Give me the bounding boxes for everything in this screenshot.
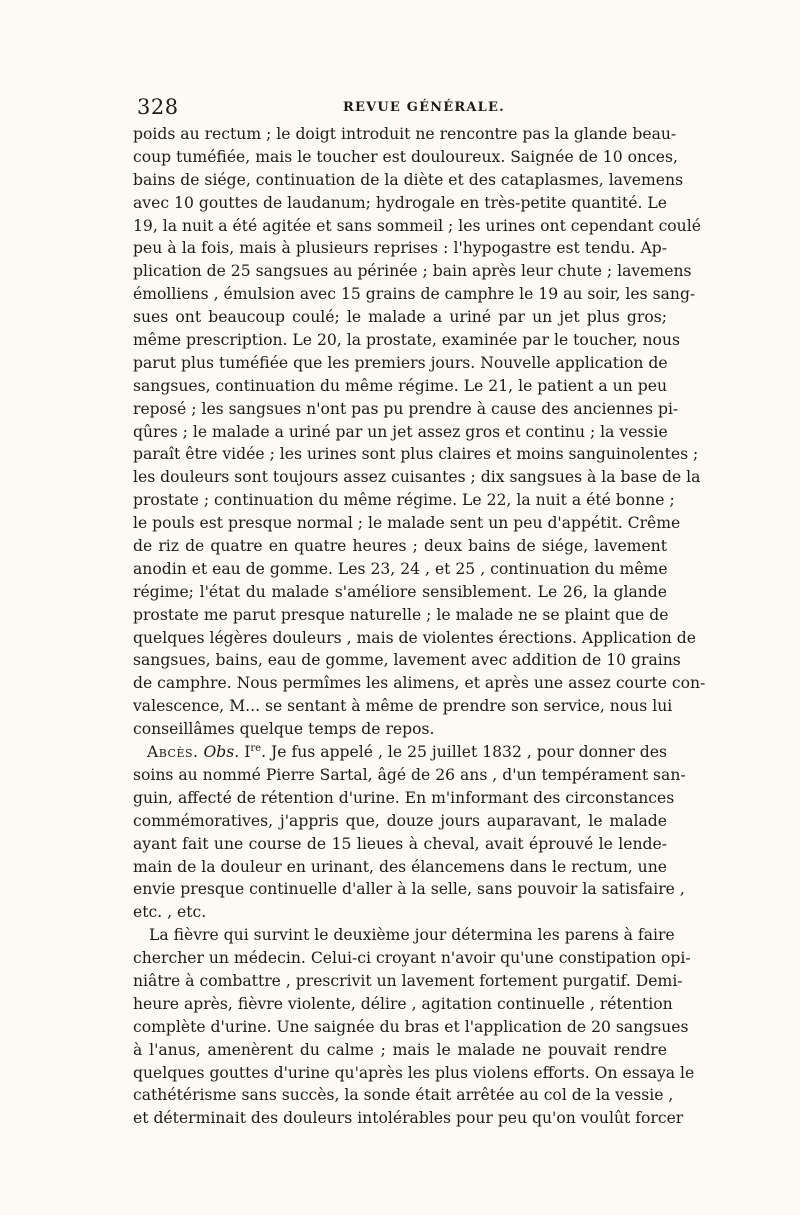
text-line: qûres ; le malade a uriné par un jet assez gros et continu ; la vessie [133, 422, 668, 441]
text-line: niâtre à combattre , prescrivit un lavement fortement purgatif. Demi- [133, 971, 683, 990]
text-line: de riz de quatre en quatre heures ; deux bains de siége, lavement [133, 537, 667, 556]
text-line: envie presque continuelle d'aller à la selle, sans pouvoir la satisfaire , [133, 880, 685, 899]
text-line: heure après, fièvre violente, délire , agitation continuelle , rétention [133, 994, 673, 1013]
text-line: de camphre. Nous permîmes les alimens, et après une assez courte con- [133, 674, 706, 693]
text-line: valescence, M... se sentant à même de prendre son service, nous lui [133, 697, 673, 716]
running-head: REVUE GÉNÉRALE. [343, 100, 505, 115]
text-line: commémoratives, j'appris que, douze jours auparavant, le malade [133, 811, 667, 830]
text-line: soins au nommé Pierre Sartal, âgé de 26 ans , d'un tempérament san- [133, 765, 686, 784]
text-line: La fièvre qui survint le deuxième jour détermina les parens à faire [149, 926, 675, 945]
text-line: ayant fait une course de 15 lieues à cheval, avait éprouvé le lende- [133, 834, 667, 853]
text-line: poids au rectum ; le doigt introduit ne rencontre pas la glande beau- [133, 125, 677, 143]
text-line: quelques légères douleurs , mais de violentes érections. Application de [133, 628, 696, 647]
text-line: régime; l'état du malade s'améliore sensiblement. Le 26, la glande [133, 582, 667, 601]
text-line: guin, affecté de rétention d'urine. En m'informant des circonstances [133, 788, 675, 807]
text-line: les douleurs sont toujours assez cuisantes ; dix sangsues à la base de la [133, 468, 701, 487]
section-label: Abcès. [147, 743, 199, 762]
text-line: prostate ; continuation du même régime. Le 22, la nuit a été bonne ; [133, 491, 675, 510]
observation-heading-line [133, 741, 667, 764]
body-text [133, 123, 706, 1130]
observation-text: . Je fus appelé , le 25 juillet 1832 , pour donner des [261, 743, 667, 762]
text-line: avec 10 gouttes de laudanum; hydrogale en très-petite quantité. Le [133, 193, 667, 212]
text-line: cathétérisme sans succès, la sonde était arrêtée au col de la vessie , [133, 1086, 674, 1105]
text-line: parut plus tuméfiée que les premiers jours. Nouvelle application de [133, 353, 668, 372]
text-line: sangsues, bains, eau de gomme, lavement avec addition de 10 grains [133, 651, 681, 670]
text-line: anodin et eau de gomme. Les 23, 24 , et 25 , continuation du même [133, 559, 668, 578]
observation-number: I [244, 743, 251, 762]
text-line: quelques gouttes d'urine qu'après les plus violens efforts. On essaya le [133, 1063, 695, 1082]
text-line: peu à la fois, mais à plusieurs reprises : l'hypogastre est tendu. Ap- [133, 239, 667, 258]
text-line: plication de 25 sangsues au périnée ; bain après leur chute ; lavemens [133, 262, 692, 281]
text-line: complète d'urine. Une saignée du bras et l'application de 20 sangsues [133, 1017, 689, 1036]
page-number: 328 [137, 95, 179, 119]
text-line: même prescription. Le 20, la prostate, examinée par le toucher, nous [133, 331, 680, 350]
text-line: main de la douleur en urinant, des élancemens dans le rectum, une [133, 857, 667, 876]
text-line: prostate me parut presque naturelle ; le malade ne se plaint que de [133, 605, 669, 624]
text-line: émolliens , émulsion avec 15 grains de camphre le 19 au soir, les sang- [133, 285, 696, 304]
text-line: 19, la nuit a été agitée et sans sommeil ; les urines ont cependant coulé [133, 216, 701, 235]
observation-number-superscript: re [250, 743, 262, 755]
text-line: paraît être vidée ; les urines sont plus claires et moins sanguinolentes ; [133, 445, 699, 464]
text-line: conseillâmes quelque temps de repos. [133, 720, 435, 739]
text-line: sangsues, continuation du même régime. Le 21, le patient a un peu [133, 376, 667, 395]
text-line: bains de siége, continuation de la diète et des cataplasmes, lavemens [133, 170, 684, 189]
text-line: et déterminait des douleurs intolérables pour peu qu'on voulût forcer [133, 1109, 684, 1128]
text-line: à l'anus, amenèrent du calme ; mais le malade ne pouvait rendre [133, 1040, 667, 1059]
text-line: reposé ; les sangsues n'ont pas pu prendre à cause des anciennes pi- [133, 399, 679, 418]
observation-label: Obs. [203, 743, 240, 762]
text-line: etc. , etc. [133, 903, 207, 922]
text-line: le pouls est presque normal ; le malade sent un peu d'appétit. Crême [133, 514, 681, 533]
text-line: coup tuméfiée, mais le toucher est douloureux. Saignée de 10 onces, [133, 147, 678, 166]
text-line: chercher un médecin. Celui-ci croyant n'avoir qu'une constipation opi- [133, 949, 691, 968]
page-header [137, 95, 667, 123]
text-line: sues ont beaucoup coulé; le malade a uriné par un jet plus gros; [133, 308, 667, 327]
